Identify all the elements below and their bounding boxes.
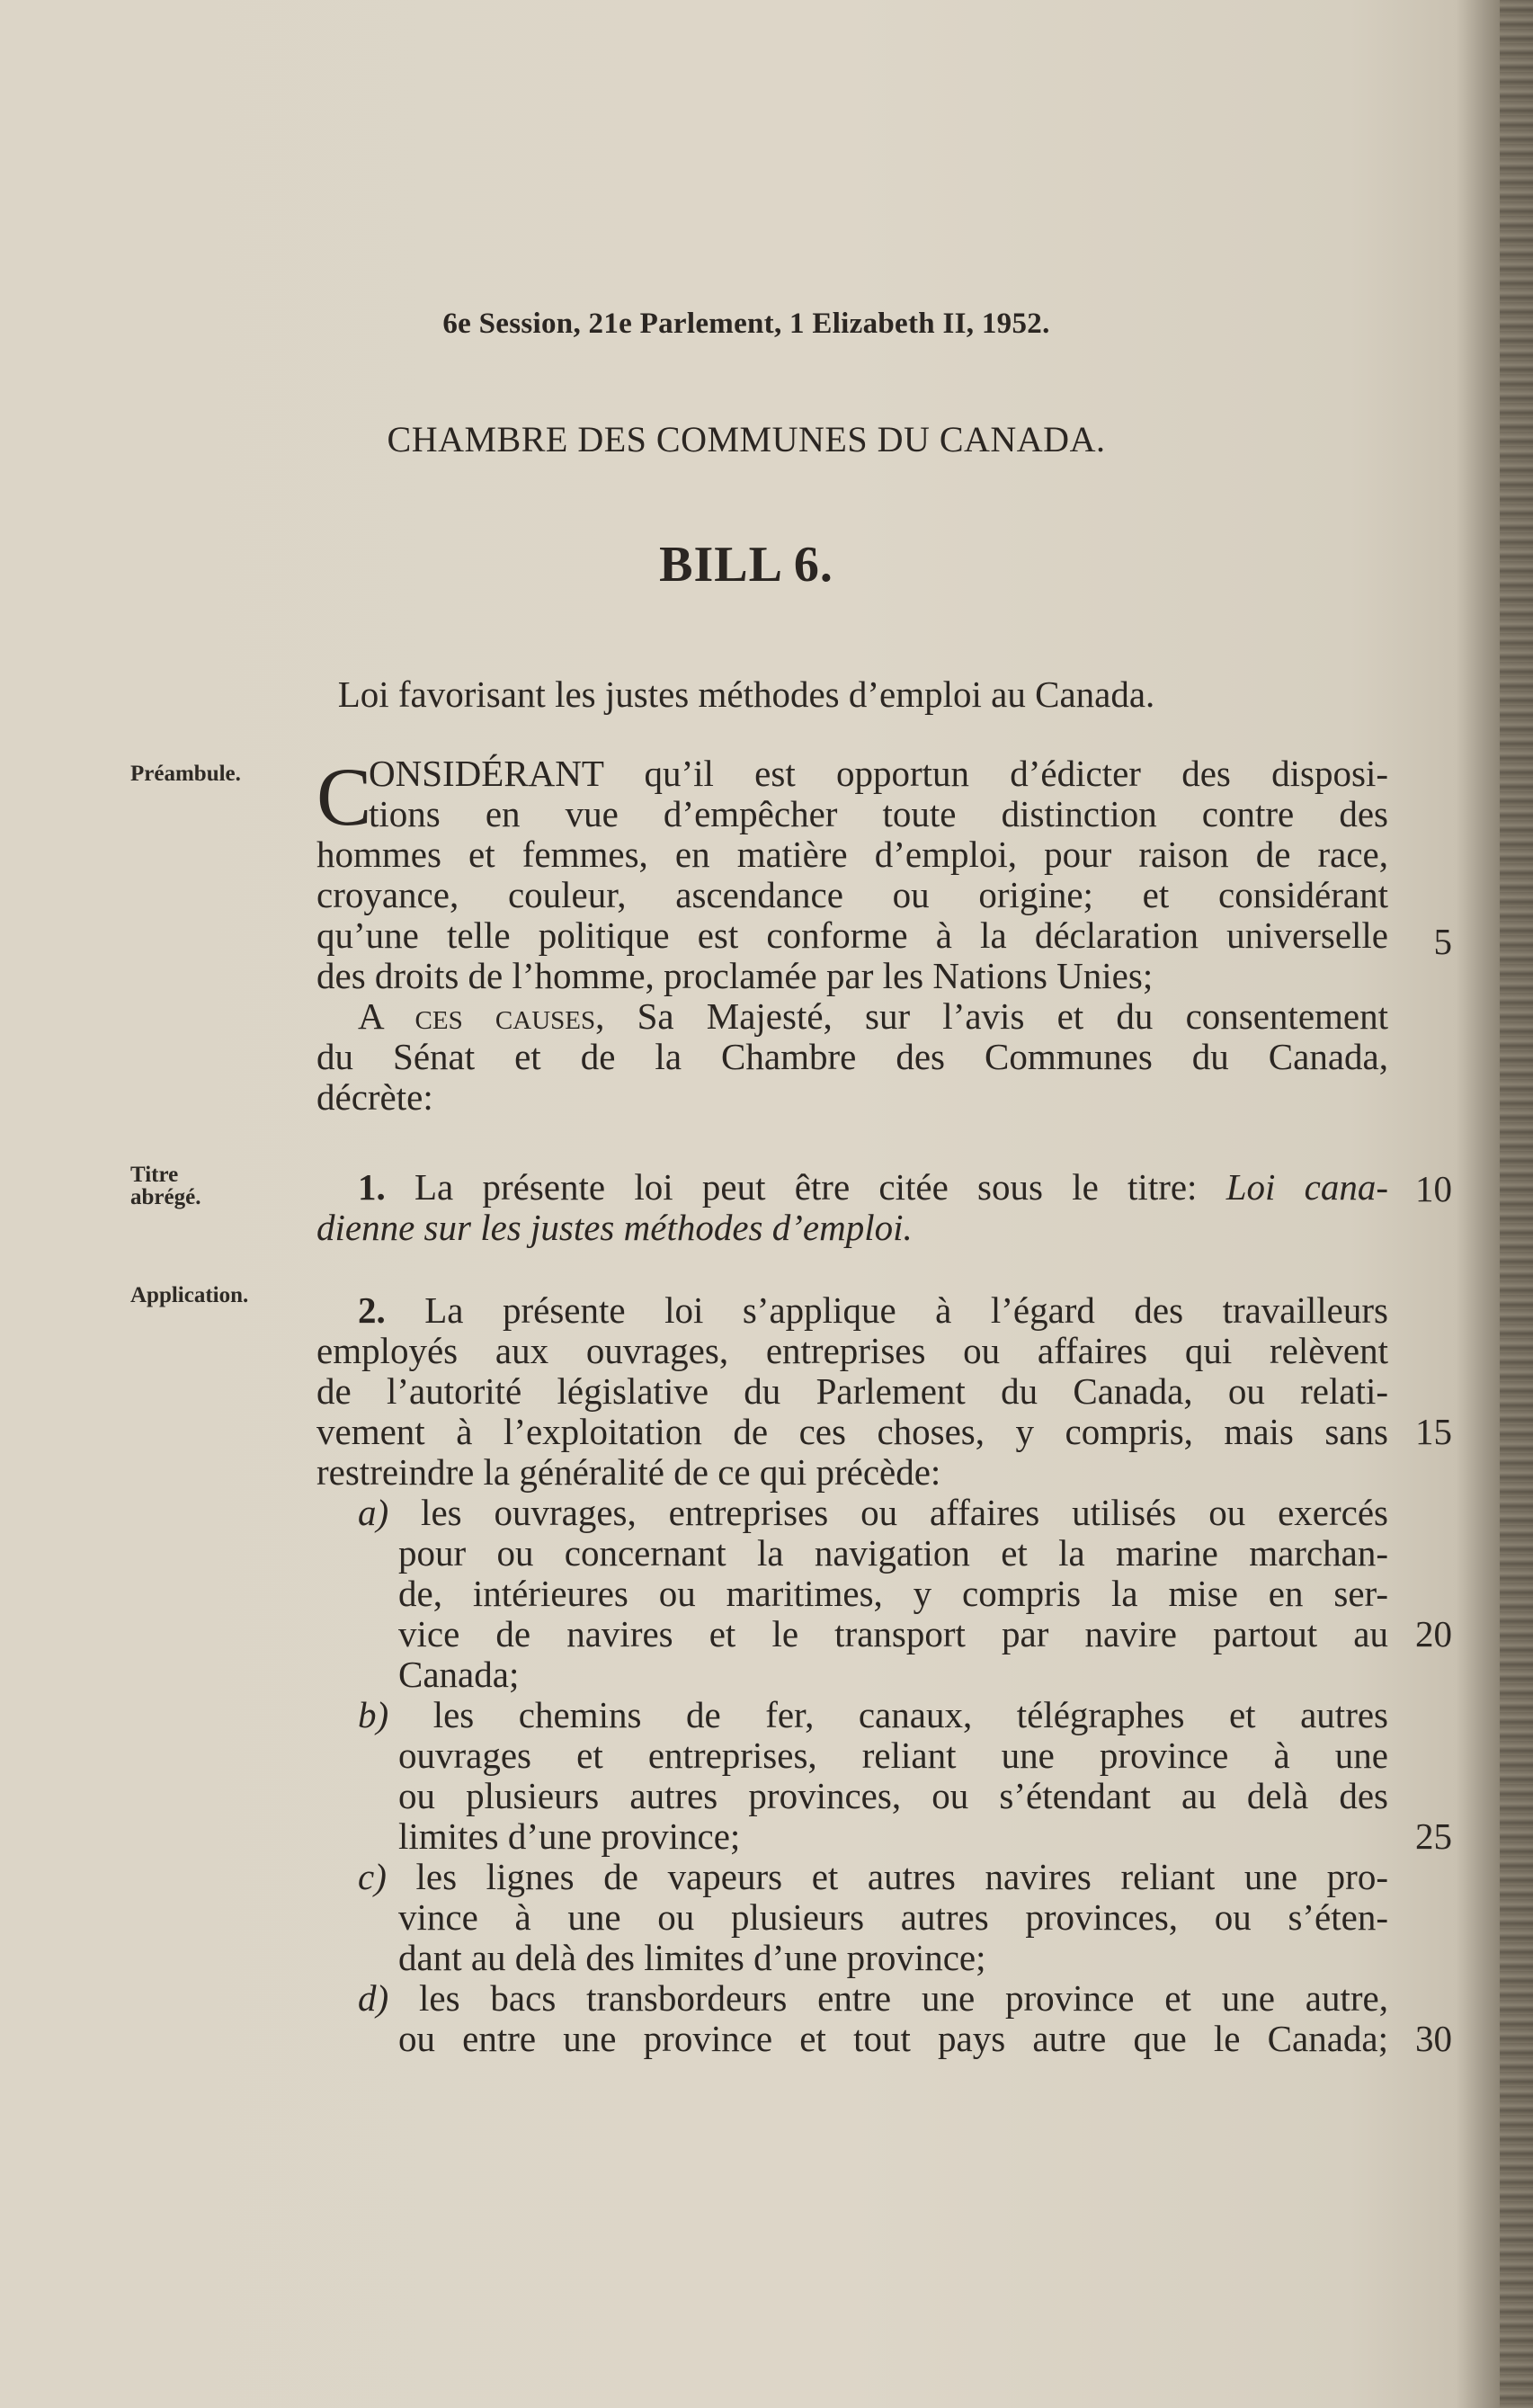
book-spine-edge — [1500, 0, 1533, 2408]
paragraph-b-text: les chemins de fer, canaux, télégraphes et autres — [388, 1694, 1388, 1735]
paragraph-c-line: vince à une ou plusieurs autres provinces, ou s’éten- — [398, 1896, 1388, 1938]
preamble-line: croyance, couleur, ascendance ou origine; et considérant — [316, 874, 1388, 915]
section-2-line: employés aux ouvrages, entreprises ou affaires qui relèvent — [316, 1330, 1388, 1371]
preamble-line: tions en vue d’empêcher toute distinction contre des — [369, 793, 1388, 834]
paragraph-d-text: les bacs transbordeurs entre une province et une autre, — [388, 1977, 1388, 2019]
section-2-line — [358, 1290, 1388, 1331]
chamber-heading: CHAMBRE DES COMMUNES DU CANADA. — [387, 419, 1106, 459]
paragraph-a-line — [358, 1493, 1388, 1533]
paragraph-b-line: limites d’une province; — [398, 1815, 741, 1857]
margin-note-application: Application. — [130, 1283, 249, 1307]
section-2-text: La présente loi s’applique à l’égard des travailleurs — [385, 1289, 1388, 1331]
line-number: 25 — [1415, 1815, 1452, 1857]
margin-note-short-title-line2: abrégé. — [130, 1185, 201, 1209]
paragraph-a-label: a) — [358, 1492, 389, 1533]
paragraph-b-label: b) — [358, 1694, 389, 1735]
paragraph-d-label: d) — [358, 1977, 389, 2019]
section-1-title-part1: Loi cana- — [1226, 1166, 1388, 1208]
margin-note-preamble: Préambule. — [130, 762, 241, 786]
preamble-line: qu’une telle politique est conforme à la déclaration universelle — [316, 914, 1388, 956]
section-1-text: La présente loi peut être citée sous le titre: — [385, 1166, 1226, 1208]
paragraph-a-line: pour ou concernant la navigation et la marine marchan- — [398, 1532, 1388, 1574]
paragraph-c-line: dant au delà des limites d’une province; — [398, 1937, 986, 1978]
line-number: 5 — [1433, 921, 1452, 962]
paragraph-a-line: Canada; — [398, 1654, 520, 1695]
line-number: 10 — [1415, 1168, 1452, 1209]
section-2-line: vement à l’exploitation de ces choses, y compris, mais sans — [316, 1411, 1388, 1452]
section-1-title-part2: dienne sur les justes méthodes d’emploi. — [316, 1207, 913, 1248]
paragraph-c-line — [358, 1857, 1388, 1897]
paragraph-b-line: ouvrages et entreprises, reliant une province à une — [398, 1735, 1388, 1776]
paragraph-b-line — [358, 1695, 1388, 1735]
enacting-smallcaps: A ces causes, — [358, 995, 605, 1037]
preamble-line: ONSIDÉRANT qu’il est opportun d’édicter des disposi- — [369, 753, 1388, 794]
paragraph-d-line — [358, 1978, 1388, 2019]
preamble-line: des droits de l’homme, proclamée par les Nations Unies; — [316, 955, 1154, 996]
paragraph-d-line: ou entre une province et tout pays autre que le Canada; — [398, 2018, 1388, 2059]
section-1-number: 1. — [358, 1166, 386, 1208]
line-number: 20 — [1415, 1613, 1452, 1654]
paragraph-a-text: les ouvrages, entreprises ou affaires utilisés ou exercés — [388, 1492, 1388, 1533]
margin-note-short-title-line1: Titre — [130, 1163, 179, 1187]
section-2-line: restreindre la généralité de ce qui précède: — [316, 1451, 941, 1493]
section-2-line: de l’autorité législative du Parlement du Canada, ou relati- — [316, 1370, 1388, 1412]
paragraph-b-line: ou plusieurs autres provinces, ou s’étendant au delà des — [398, 1775, 1388, 1816]
enacting-clause-line: du Sénat et de la Chambre des Communes du Canada, — [316, 1036, 1388, 1077]
paragraph-a-line: vice de navires et le transport par navire partout au — [398, 1613, 1388, 1654]
line-number: 15 — [1415, 1411, 1452, 1452]
preamble-dropcap: C — [316, 751, 372, 843]
line-number: 30 — [1415, 2018, 1452, 2059]
bill-number: BILL 6. — [659, 537, 833, 593]
enacting-clause-line: décrète: — [316, 1076, 433, 1118]
section-2-number: 2. — [358, 1289, 386, 1331]
paragraph-c-label: c) — [358, 1856, 387, 1897]
paragraph-a-line: de, intérieures ou maritimes, y compris la mise en ser- — [398, 1573, 1388, 1614]
enacting-rest: Sa Majesté, sur l’avis et du consentement — [604, 995, 1388, 1037]
preamble-line: hommes et femmes, en matière d’emploi, pour raison de race, — [316, 834, 1388, 875]
session-heading: 6e Session, 21e Parlement, 1 Elizabeth II, 1952. — [442, 308, 1050, 340]
bill-long-title: Loi favorisant les justes méthodes d’emploi au Canada. — [337, 673, 1155, 715]
margin-note-short-title — [130, 1164, 292, 1208]
enacting-clause-line — [358, 996, 1388, 1037]
section-1-line — [358, 1167, 1388, 1208]
paragraph-c-text: les lignes de vapeurs et autres navires reliant une pro- — [386, 1856, 1388, 1897]
